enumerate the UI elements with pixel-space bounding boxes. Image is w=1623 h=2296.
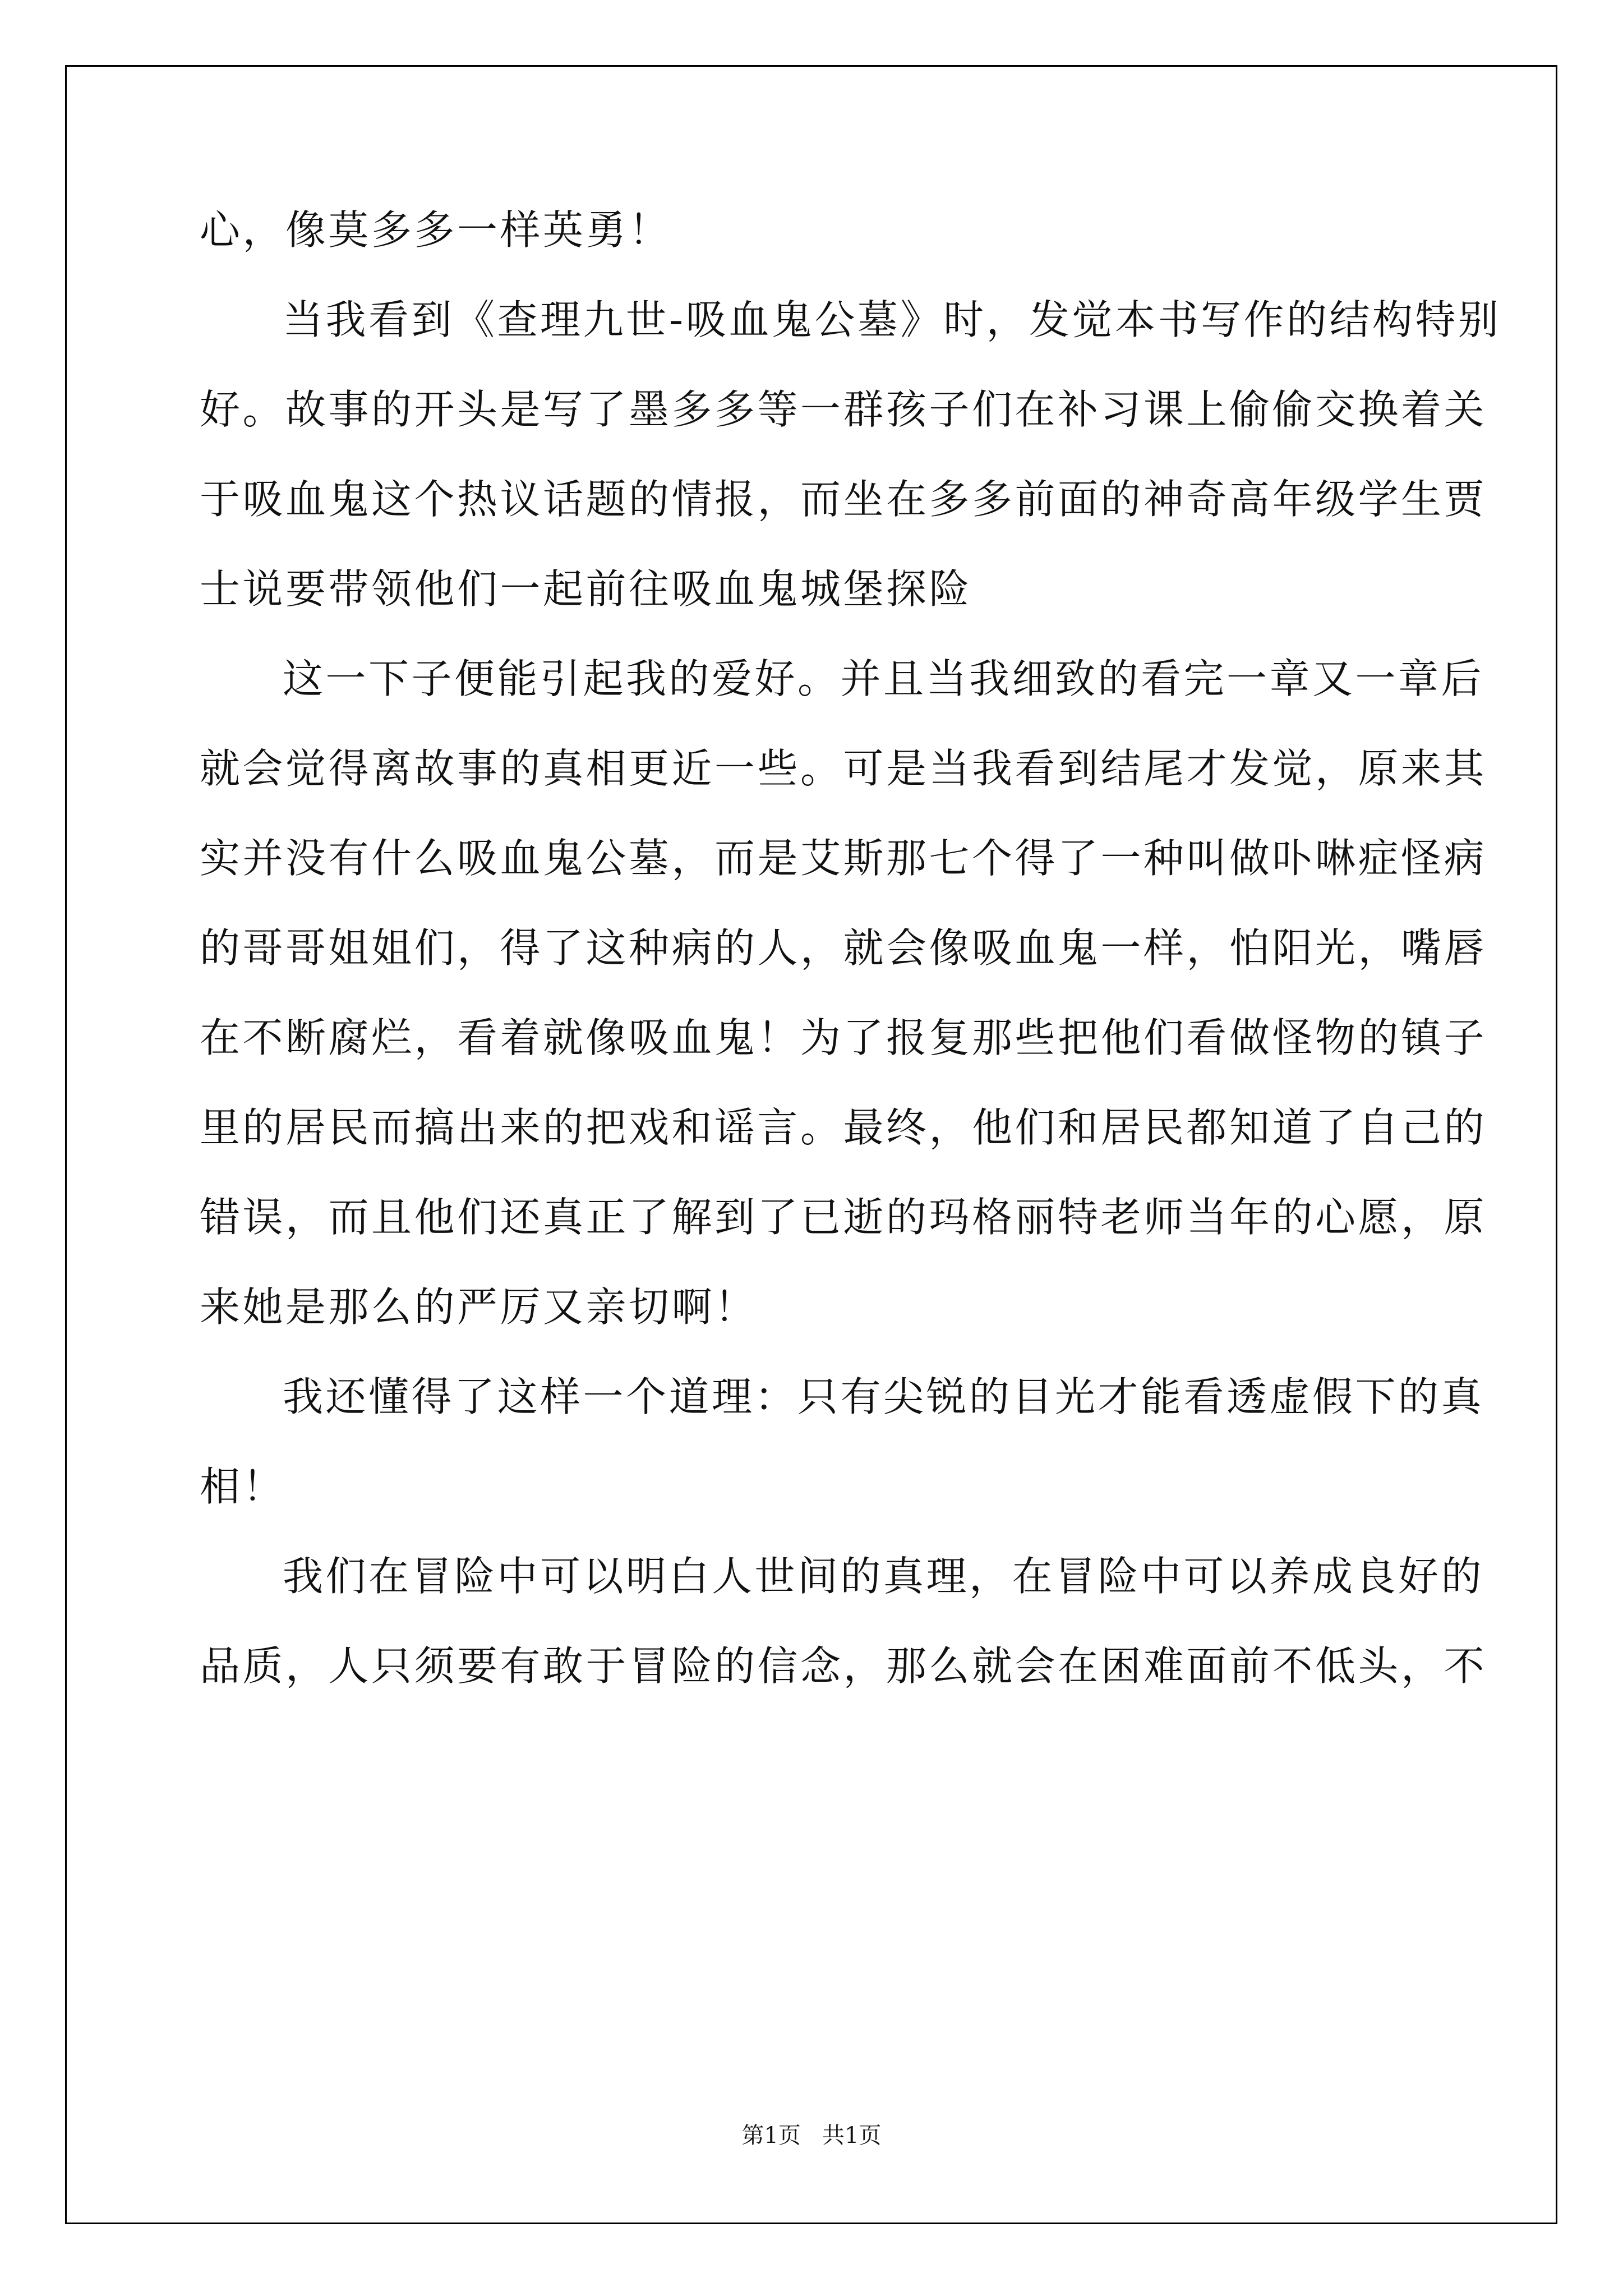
paragraph-first-line: 当我看到《查理九世-吸血鬼公墓》时，发觉本书写作的结构特别 (283, 296, 1501, 343)
text-line: 来她是那么的严厉又亲切啊！ (200, 1283, 758, 1331)
text-line: 错误，而且他们还真正了解到了已逝的玛格丽特老师当年的心愿，原 (200, 1194, 1487, 1241)
text-line: 的哥哥姐姐们，得了这种病的人，就会像吸血鬼一样，怕阳光，嘴唇 (200, 924, 1487, 972)
paragraph-first-line: 这一下子便能引起我的爱好。并且当我细致的看完一章又一章后 (283, 655, 1484, 702)
text-line: 就会觉得离故事的真相更近一些。可是当我看到结尾才发觉，原来其 (200, 745, 1487, 792)
text-line: 士说要带领他们一起前往吸血鬼城堡探险 (200, 565, 972, 613)
text-line: 里的居民而搞出来的把戏和谣言。最终，他们和居民都知道了自己的 (200, 1104, 1487, 1151)
text-line: 品质，人只须要有敢于冒险的信念，那么就会在困难面前不低头，不 (200, 1642, 1487, 1690)
paragraph-first-line: 我还懂得了这样一个道理：只有尖锐的目光才能看透虚假下的真 (283, 1373, 1484, 1420)
paragraph-first-line: 我们在冒险中可以明白人世间的真理，在冒险中可以养成良好的 (283, 1553, 1484, 1600)
text-line: 在不断腐烂，看着就像吸血鬼！为了报复那些把他们看做怪物的镇子 (200, 1014, 1487, 1061)
text-line: 相！ (200, 1463, 286, 1510)
text-line: 心，像莫多多一样英勇！ (200, 206, 672, 254)
page-footer: 第1页 共1页 (741, 2123, 882, 2148)
text-line: 好。故事的开头是写了墨多多等一群孩子们在补习课上偷偷交换着关 (200, 386, 1487, 433)
text-line: 实并没有什么吸血鬼公墓，而是艾斯那七个得了一种叫做卟啉症怪病 (200, 835, 1487, 882)
text-line: 于吸血鬼这个热议话题的情报，而坐在多多前面的神奇高年级学生贾 (200, 476, 1487, 523)
